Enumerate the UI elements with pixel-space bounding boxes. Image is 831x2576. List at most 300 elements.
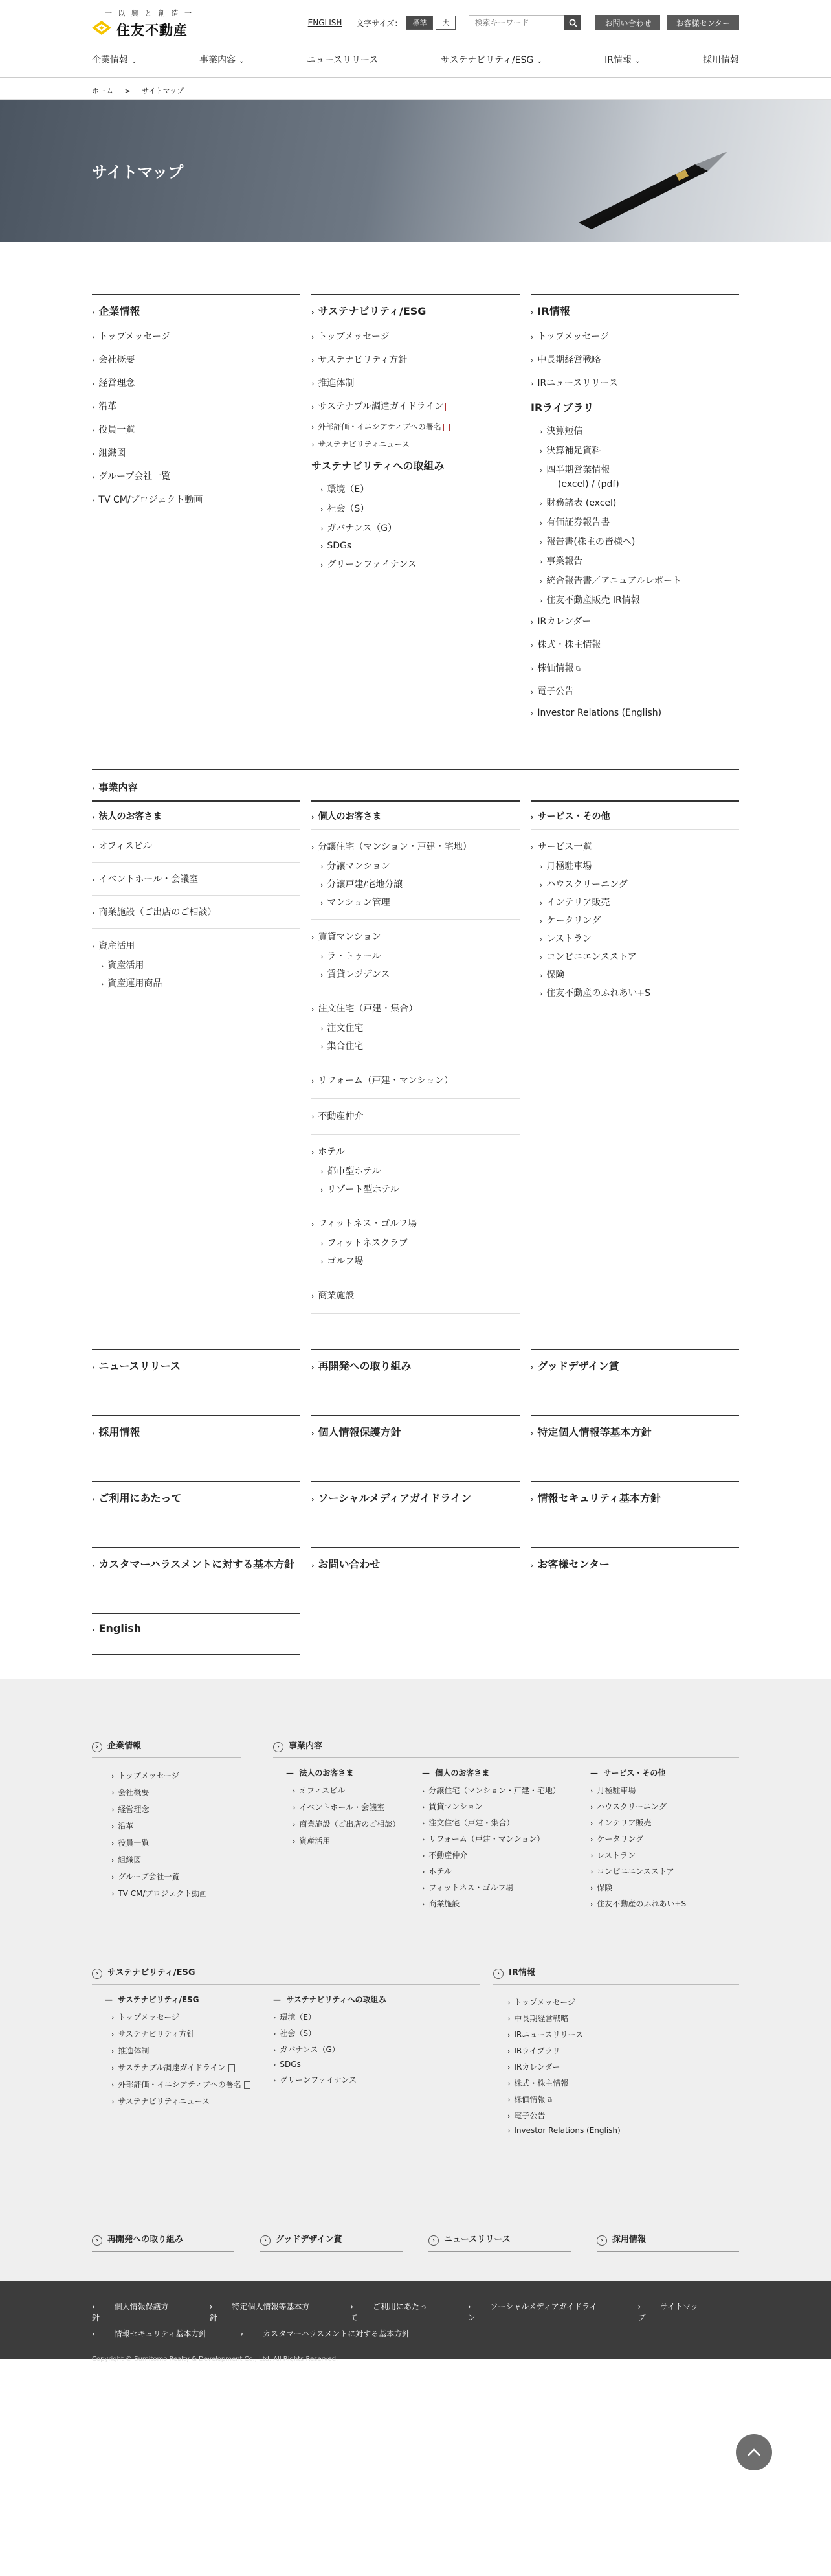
arrow-right-icon: ›: [111, 1856, 115, 1864]
footer-bottom-link[interactable]: [597, 2232, 739, 2252]
link-label: 保険: [546, 970, 565, 980]
sitemap-link-card[interactable]: [311, 1349, 520, 1390]
link-label: サステナビリティニュース: [318, 440, 410, 449]
link-label: ケータリング: [597, 1835, 644, 1844]
link-label: 沿革: [98, 401, 117, 412]
arrow-right-icon: ›: [311, 1113, 315, 1121]
footer-ir-link[interactable]: [493, 2042, 739, 2059]
link-label: インテリア販売: [597, 1818, 652, 1827]
sustainable-procurement-link[interactable]: [311, 394, 520, 418]
link-label: 不動産仲介: [318, 1111, 364, 1122]
arrow-right-icon: ›: [590, 1819, 593, 1827]
corporate-link[interactable]: [92, 464, 300, 488]
footer-esg-link[interactable]: [92, 2059, 273, 2076]
sitemap-link-card[interactable]: [92, 1349, 300, 1390]
link-label: コンビニエンスストア: [597, 1867, 674, 1876]
footer-service-link[interactable]: [590, 1879, 739, 1895]
footer-corporate-link[interactable]: [92, 1818, 241, 1835]
personal-group: [311, 830, 520, 920]
link-label: 月極駐車場: [597, 1786, 636, 1795]
arrow-right-icon: ›: [92, 784, 95, 793]
arrow-right-icon: ›: [293, 1803, 296, 1812]
ir-library-link[interactable]: [531, 493, 739, 512]
link-label: インテリア販売: [546, 898, 610, 908]
ir-library-link[interactable]: [531, 590, 739, 609]
ir-link[interactable]: [531, 656, 739, 679]
footer-link[interactable]: [350, 2301, 451, 2323]
section-label: 企業情報: [107, 1741, 142, 1751]
link-label: 注文住宅（戸建・集合）: [318, 1004, 418, 1014]
service-title[interactable]: [531, 800, 739, 830]
footer-link[interactable]: [92, 2328, 223, 2339]
ir-title[interactable]: [531, 294, 739, 324]
arrow-right-icon: ›: [590, 1851, 593, 1860]
personal-group: [311, 920, 520, 991]
arrow-right-icon: ›: [320, 1186, 324, 1194]
footer-esg-initiative-link[interactable]: [273, 2072, 454, 2088]
sustainability-title[interactable]: [311, 294, 520, 324]
link-label: トップメッセージ: [98, 332, 170, 342]
link-label: ガバナンス（G）: [280, 2045, 340, 2054]
link-label: 資産運用商品: [107, 978, 162, 989]
arrow-right-icon: ›: [311, 1363, 315, 1372]
sitemap-link-card[interactable]: [531, 1349, 739, 1390]
corporate-link[interactable]: [92, 488, 300, 511]
link-label: グループ会社一覧: [98, 471, 171, 482]
initiative-link[interactable]: [311, 479, 520, 499]
footer-link[interactable]: [468, 2301, 621, 2323]
footer-esg-link[interactable]: [92, 2026, 273, 2042]
search-input[interactable]: [469, 15, 564, 30]
link-label: リゾート型ホテル: [327, 1184, 399, 1195]
link-label: 採用情報: [98, 1426, 140, 1438]
asset-group: [92, 929, 300, 1000]
sitemap-link-card[interactable]: [311, 1547, 520, 1588]
footer-business-title[interactable]: [273, 1739, 739, 1752]
personal-sub-link[interactable]: [311, 1180, 520, 1198]
link-label: サステナブル調達ガイドライン: [318, 401, 444, 412]
sustainability-link[interactable]: [311, 371, 520, 394]
link-label: サステナビリティニュース: [118, 2097, 210, 2106]
sustainability-link[interactable]: [311, 324, 520, 348]
personal-sub-link[interactable]: [311, 1162, 520, 1180]
arrow-right-icon: ›: [311, 1220, 315, 1228]
footer-esg-link[interactable]: [92, 2093, 273, 2110]
sitemap-link-card[interactable]: [531, 1547, 739, 1588]
link-label: リフォーム（戸建・マンション）: [318, 1076, 454, 1086]
personal-sub-link[interactable]: [311, 947, 520, 965]
nav-item-news[interactable]: [307, 53, 379, 66]
personal-customers-title[interactable]: [311, 800, 520, 830]
arrow-right-icon: ›: [92, 496, 95, 504]
initiative-link[interactable]: [311, 537, 520, 554]
pdf-icon: [445, 403, 452, 411]
ir-link[interactable]: [531, 703, 739, 723]
footer-service-title[interactable]: — サービス・その他: [590, 1768, 666, 1778]
external-link-icon: ⧉: [545, 2097, 552, 2104]
ir-library-link[interactable]: [531, 571, 739, 590]
personal-head-link[interactable]: [311, 999, 520, 1019]
footer-links-row-1: [92, 2301, 739, 2323]
sitemap-link-card[interactable]: [311, 1481, 520, 1522]
corporate-list: [92, 324, 300, 511]
arrow-right-icon: ›: [507, 1998, 511, 2007]
ir-library-link[interactable]: [531, 551, 739, 571]
footer-ir-link[interactable]: [493, 2075, 739, 2091]
footer-ir-link[interactable]: [493, 2091, 739, 2107]
ir-link[interactable]: [531, 633, 739, 656]
arrow-right-icon: ›: [293, 1820, 296, 1829]
service-sub-link[interactable]: [531, 893, 739, 911]
link-label: カスタマーハラスメントに対する基本方針: [98, 1558, 295, 1570]
link-label: 分譲マンション: [327, 861, 390, 872]
footer-link[interactable]: [240, 2328, 427, 2339]
sitemap-link-card[interactable]: [531, 1481, 739, 1522]
arrow-right-icon: ›: [273, 2029, 276, 2038]
link-label: お問い合わせ: [318, 1558, 381, 1570]
personal-sub-link[interactable]: [311, 1252, 520, 1270]
nav-item-corporate[interactable]: [92, 53, 137, 66]
footer-corp-link[interactable]: [273, 1782, 422, 1799]
ir-library-link[interactable]: [531, 512, 739, 532]
sitemap-link-card[interactable]: [311, 1415, 520, 1456]
initiative-link[interactable]: [311, 499, 520, 518]
footer-personal-link[interactable]: [422, 1863, 590, 1879]
asset-sub-link[interactable]: [92, 956, 300, 974]
personal-sub-link[interactable]: [311, 1019, 520, 1037]
link-label: 財務諸表 (excel): [546, 498, 617, 508]
footer-personal-customers-title[interactable]: — 個人のお客さま: [422, 1768, 490, 1778]
footer-service-link[interactable]: [590, 1831, 739, 1847]
nav-label: ニュースリリース: [306, 55, 379, 65]
link-label: 住友不動産のふれあい+S: [597, 1899, 687, 1908]
footer-personal-link[interactable]: [422, 1895, 590, 1912]
footer-esg-link[interactable]: [92, 2009, 273, 2026]
personal-head-link[interactable]: [311, 1286, 520, 1305]
company-logo[interactable]: [92, 8, 202, 38]
font-size-label: 文字サイズ：: [356, 18, 403, 28]
arrow-right-icon: ›: [273, 2013, 276, 2022]
personal-sub-link[interactable]: [311, 1037, 520, 1055]
arrow-right-icon: ›: [273, 2076, 276, 2085]
link-label: 有価証券報告書: [546, 517, 610, 528]
footer-esg-initiative-link[interactable]: [273, 2025, 454, 2041]
nav-item-ir[interactable]: [604, 53, 640, 66]
footer-bottom-link[interactable]: [260, 2232, 403, 2252]
ir-library-link[interactable]: [531, 532, 739, 551]
ir-link[interactable]: [531, 348, 739, 371]
personal-head-link[interactable]: [311, 837, 520, 857]
personal-head-link[interactable]: [311, 1142, 520, 1162]
arrow-right-icon: ›: [92, 876, 95, 884]
footer-corporate-link[interactable]: [92, 1784, 241, 1801]
footer-personal-customers: [422, 1767, 590, 1912]
footer-personal-link[interactable]: [422, 1847, 590, 1863]
arrow-right-icon: ›: [320, 1239, 324, 1248]
search-button[interactable]: [564, 15, 581, 30]
footer-link[interactable]: [92, 2301, 193, 2323]
customer-center-button[interactable]: お客様センター: [667, 15, 739, 30]
footer-ir-link[interactable]: [493, 1994, 739, 2010]
arrow-right-icon: ›: [111, 1772, 115, 1780]
arrow-right-icon: ›: [590, 1900, 593, 1908]
footer-personal-link[interactable]: [422, 1782, 590, 1798]
link-label: Investor Relations (English): [537, 708, 662, 718]
ir-list-2: [531, 609, 739, 723]
nav-label: 企業情報: [92, 55, 128, 65]
asset-head-link[interactable]: [92, 936, 300, 956]
arrow-right-icon: ›: [350, 2302, 356, 2311]
nav-item-recruit[interactable]: [703, 53, 739, 66]
corporate-title[interactable]: [92, 294, 300, 324]
link-label: フィットネスクラブ: [327, 1238, 408, 1248]
service-sub-link[interactable]: [531, 966, 739, 984]
service-sub-link[interactable]: [531, 857, 739, 875]
corporate-service-link[interactable]: [92, 896, 300, 929]
link-label: 経営理念: [118, 1805, 150, 1814]
footer-service-link[interactable]: [590, 1863, 739, 1879]
arrow-right-icon: ›: [92, 2235, 102, 2246]
english-link[interactable]: ENGLISH: [307, 18, 342, 27]
sustainability-news-link[interactable]: [311, 435, 520, 453]
asset-sub-link[interactable]: [92, 974, 300, 992]
link-label: オフィスビル: [299, 1786, 346, 1795]
arrow-right-icon: ›: [111, 2047, 115, 2055]
footer-links-row-2: [92, 2328, 739, 2339]
arrow-right-icon: ›: [311, 440, 315, 449]
arrow-right-icon: ›: [92, 942, 95, 951]
footer-ir-title[interactable]: [493, 1965, 739, 1979]
section-label: 個人のお客さま: [318, 811, 382, 822]
service-sub-link[interactable]: [531, 875, 739, 893]
contact-button[interactable]: お問い合わせ: [595, 15, 660, 30]
sitemap-link-card[interactable]: [92, 1481, 300, 1522]
footer-corporate-link[interactable]: [92, 1767, 241, 1784]
service-sub-link[interactable]: [531, 947, 739, 966]
quarterly-format-links[interactable]: (excel) / (pdf): [558, 479, 619, 490]
arrow-right-icon: ›: [92, 1495, 95, 1504]
service-sub-link[interactable]: [531, 929, 739, 947]
link-label: 決算補足資料: [546, 446, 601, 456]
footer-corporate-link[interactable]: [92, 1801, 241, 1818]
link-label: 不動産仲介: [428, 1851, 468, 1860]
footer-service-link[interactable]: [590, 1895, 739, 1912]
ir-library-title[interactable]: IRライブラリ: [531, 401, 594, 414]
personal-sub-link[interactable]: [311, 893, 520, 911]
link-label: 事業報告: [546, 556, 583, 567]
link-label: TV CM/プロジェクト動画: [118, 1889, 208, 1898]
footer-esg-initiative-link[interactable]: [273, 2009, 454, 2025]
arrow-right-icon: ›: [92, 403, 95, 411]
nav-item-business[interactable]: [199, 53, 244, 66]
link-label: コンビニエンスストア: [546, 952, 637, 962]
corporate-link[interactable]: [92, 324, 300, 348]
link-label: 会社概要: [118, 1788, 150, 1797]
initiative-link[interactable]: [311, 554, 520, 574]
divider: [260, 2251, 403, 2252]
link-label: レストラン: [546, 934, 592, 944]
font-size-standard-button[interactable]: 標準: [406, 16, 433, 30]
arrow-right-icon: ›: [92, 2329, 98, 2338]
arrow-right-icon: ›: [531, 333, 534, 341]
arrow-right-icon: ›: [111, 1890, 115, 1898]
nav-item-esg[interactable]: [441, 53, 542, 66]
personal-group: [311, 1206, 520, 1278]
grid-spacer: [531, 1613, 739, 1679]
arrow-right-icon: ›: [320, 971, 324, 979]
footer-link[interactable]: [637, 2301, 722, 2323]
link-label: ソーシャルメディアガイドライン: [467, 2302, 597, 2322]
breadcrumb-current: サイトマップ: [142, 87, 184, 95]
footer-ir-link[interactable]: [493, 2123, 739, 2138]
sitemap-link-card[interactable]: [531, 1415, 739, 1456]
footer-corp-link[interactable]: [273, 1799, 422, 1816]
footer-service-link[interactable]: [590, 1814, 739, 1831]
service-sub-link[interactable]: [531, 984, 739, 1002]
arrow-right-icon: ›: [507, 2031, 511, 2039]
footer-esg-title[interactable]: [92, 1965, 480, 1979]
link-label: IRカレンダー: [514, 2062, 560, 2072]
personal-sub-link[interactable]: [311, 1234, 520, 1252]
corporate-link[interactable]: [92, 418, 300, 441]
link-label: フィットネス・ゴルフ場: [318, 1219, 417, 1229]
footer-service-link[interactable]: [590, 1847, 739, 1863]
footer-bottom-link[interactable]: [92, 2232, 234, 2252]
font-size-large-button[interactable]: 大: [436, 16, 456, 30]
personal-head-link[interactable]: [311, 1071, 520, 1090]
corporate-column: [92, 294, 300, 723]
chevron-down-icon: ⌄: [537, 58, 542, 65]
arrow-right-icon: ›: [311, 933, 315, 942]
footer-ir-link[interactable]: [493, 2059, 739, 2075]
footer-corp-link[interactable]: [273, 1833, 422, 1849]
link-label: 再開発への取り組み: [318, 1360, 412, 1372]
ir-link[interactable]: [531, 371, 739, 394]
arrow-right-icon: ›: [111, 1789, 115, 1797]
service-sub-link[interactable]: [531, 911, 739, 929]
initiatives-title[interactable]: サステナビリティへの取組み: [311, 460, 445, 472]
link-label: 会社概要: [98, 355, 135, 365]
link-label: 賃貸マンション: [318, 932, 381, 942]
arrow-right-icon: ›: [311, 379, 315, 388]
link-label: 都市型ホテル: [327, 1166, 381, 1177]
footer-personal-link[interactable]: [422, 1831, 590, 1847]
footer-corporate-link[interactable]: [92, 1835, 241, 1851]
section-label: 個人のお客さま: [435, 1768, 490, 1778]
footer-ir-link[interactable]: [493, 2010, 739, 2026]
corporate-service-link[interactable]: [92, 863, 300, 896]
link-label: 外部評価・イニシアティブへの署名: [318, 422, 441, 431]
corporate-link[interactable]: [92, 441, 300, 464]
sitemap-link-card[interactable]: [92, 1613, 300, 1655]
link-label: 役員一覧: [98, 425, 135, 435]
link-label: 住友不動産販売 IR情報: [546, 595, 640, 605]
footer-bottom-link[interactable]: [428, 2232, 571, 2252]
footer-personal-link[interactable]: [422, 1879, 590, 1895]
breadcrumb-home[interactable]: ホーム: [92, 87, 113, 95]
footer-service-link[interactable]: [590, 1798, 739, 1814]
personal-sub-link[interactable]: [311, 965, 520, 983]
sustainability-link[interactable]: [311, 348, 520, 371]
section-label: サステナビリティ/ESG: [118, 1995, 199, 2004]
personal-group: [311, 1278, 520, 1314]
arrow-right-icon: ›: [311, 403, 315, 411]
corporate-service-link[interactable]: [92, 830, 300, 863]
corporate-link[interactable]: [92, 371, 300, 394]
footer-link[interactable]: [210, 2301, 333, 2323]
footer-corporate-link[interactable]: [92, 1868, 241, 1885]
link-label: フィットネス・ゴルフ場: [428, 1883, 514, 1892]
personal-sub-link[interactable]: [311, 875, 520, 893]
footer-ir-link[interactable]: [493, 2026, 739, 2042]
footer-ir-link[interactable]: [493, 2107, 739, 2123]
arrow-right-icon: ›: [531, 664, 534, 673]
footer-corporate-link[interactable]: [92, 1885, 241, 1902]
business-title[interactable]: [92, 769, 739, 794]
footer-corporate-title[interactable]: [92, 1739, 241, 1752]
grid-spacer: [311, 1613, 520, 1679]
arrow-right-icon: ›: [320, 899, 324, 907]
link-label: 報告書(株主の皆様へ): [546, 537, 636, 547]
footer-corporate-link[interactable]: [92, 1851, 241, 1868]
footer-esg-initiative-link[interactable]: [273, 2057, 454, 2072]
back-to-top-button[interactable]: [736, 2434, 772, 2470]
footer-esg-initiative-link[interactable]: [273, 2041, 454, 2057]
corporate-link[interactable]: [92, 394, 300, 418]
footer-esg-link[interactable]: [92, 2042, 273, 2059]
ir-library-link[interactable]: [531, 421, 739, 440]
arrow-right-icon: ›: [540, 596, 543, 605]
service-head-link[interactable]: [531, 837, 739, 857]
footer-esg-sub1-title[interactable]: — サステナビリティ/ESG: [105, 1995, 199, 2004]
personal-head-link[interactable]: [311, 1214, 520, 1234]
personal-head-link[interactable]: [311, 927, 520, 947]
personal-sub-link[interactable]: [311, 857, 520, 875]
initiative-link[interactable]: [311, 518, 520, 537]
link-label: マンション管理: [327, 898, 390, 908]
ir-library-link[interactable]: [531, 440, 739, 460]
footer-esg-link[interactable]: [92, 2076, 273, 2093]
nav-label: 採用情報: [702, 55, 739, 65]
footer-corp-customers-title[interactable]: — 法人のお客さま: [286, 1768, 354, 1778]
arrow-right-icon: ›: [531, 1363, 534, 1372]
arrow-right-icon: ›: [311, 1561, 315, 1570]
footer-personal-link[interactable]: [422, 1798, 590, 1814]
ir-link[interactable]: [531, 324, 739, 348]
external-evaluation-link[interactable]: [311, 418, 520, 435]
corporate-customers-title[interactable]: [92, 800, 300, 830]
footer-esg-sub2-title[interactable]: — サステナビリティへの取組み: [273, 1995, 386, 2004]
footer-corp-link[interactable]: [273, 1816, 422, 1833]
pdf-icon: [443, 424, 450, 431]
ir-library-link[interactable]: [531, 460, 739, 479]
link-label: 住友不動産のふれあい+S: [546, 988, 651, 999]
sitemap-link-card[interactable]: [92, 1547, 300, 1588]
arrow-right-icon: ›: [507, 2079, 511, 2088]
link-label: トップメッセージ: [514, 1998, 575, 2007]
link-label: IRニュースリリース: [514, 2030, 584, 2039]
link-label: 情報セキュリティ基本方針: [114, 2329, 207, 2338]
corporate-link[interactable]: [92, 348, 300, 371]
footer-service-link[interactable]: [590, 1782, 739, 1798]
link-label: 注文住宅（戸建・集合）: [428, 1818, 515, 1827]
ir-link[interactable]: [531, 679, 739, 703]
section-label: サービス・その他: [537, 811, 610, 822]
footer-personal-link[interactable]: [422, 1814, 590, 1831]
personal-head-link[interactable]: [311, 1107, 520, 1126]
ir-link[interactable]: [531, 609, 739, 633]
sitemap-link-card[interactable]: [92, 1415, 300, 1456]
